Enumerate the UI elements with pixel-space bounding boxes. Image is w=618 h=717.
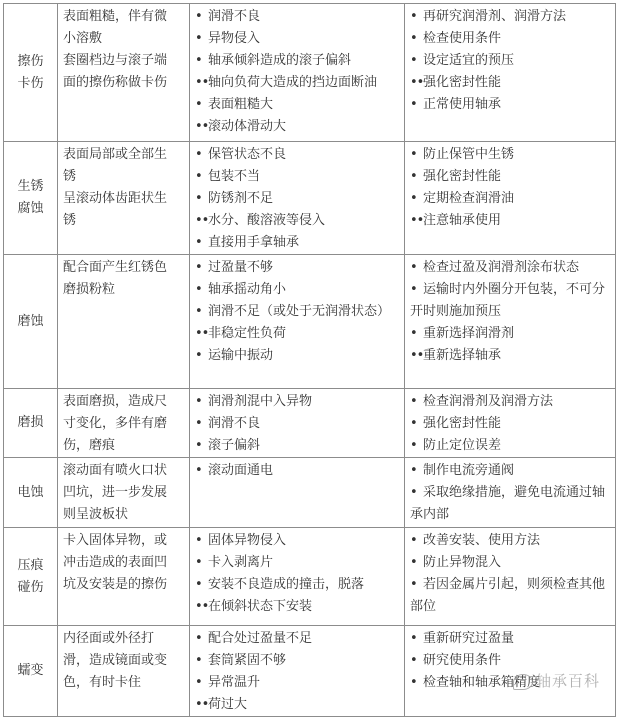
bullet-icon: •• (195, 213, 209, 228)
failure-analysis-table (3, 3, 616, 717)
bullet-icon: • (410, 394, 418, 409)
feature-line: 小溶敷 (63, 31, 103, 46)
item-text: 轴承摇动角小 (208, 282, 287, 297)
failure-type-label: 碰伤 (17, 579, 44, 595)
item-text: 直接用手拿轴承 (208, 235, 300, 250)
feature-cell (58, 4, 190, 142)
bullet-icon: • (195, 394, 203, 409)
measure-item (410, 94, 611, 116)
cause-item (195, 391, 400, 413)
bullet-icon: • (410, 326, 418, 341)
bullet-icon: • (195, 97, 203, 112)
item-text: 润滑不良 (208, 9, 261, 24)
item-text: 正常使用轴承 (423, 97, 502, 112)
feature-cell (58, 458, 190, 528)
bullet-icon: • (195, 675, 203, 690)
cause-item (195, 94, 400, 116)
bullet-icon: • (195, 416, 203, 431)
watermark (513, 670, 600, 691)
measure-cell (405, 142, 616, 255)
cause-item (195, 596, 400, 618)
measure-item (410, 210, 611, 232)
table-row (4, 4, 616, 142)
cause-item (195, 166, 400, 188)
item-text: 改善安装、使用方法 (423, 533, 541, 548)
item-text: 重新选择润滑剂 (423, 326, 515, 341)
feature-line: 卡入固体异物，或 (63, 533, 168, 548)
bullet-icon: • (410, 653, 418, 668)
item-text: 异常温升 (208, 675, 261, 690)
item-text: 套筒紧固不够 (208, 653, 287, 668)
item-text: 安装不良造成的撞击，脱落 (208, 577, 365, 592)
bullet-icon: • (195, 235, 203, 250)
measure-item (410, 257, 611, 279)
measure-item (410, 413, 611, 435)
feature-line: 锈 (63, 169, 77, 184)
item-text: 润滑剂混中入异物 (208, 394, 313, 409)
feature-line: 表面粗糙，伴有微 (63, 9, 168, 24)
feature-line: 锈 (63, 213, 77, 228)
item-text: 注意轴承使用 (423, 213, 502, 228)
bullet-icon: • (195, 533, 203, 548)
bullet-icon: • (195, 191, 203, 206)
feature-line: 滑，造成镜面或变 (63, 653, 168, 668)
bullet-icon: •• (410, 75, 424, 90)
item-text: 若因金属片引起，则须检查其他部位 (410, 577, 606, 614)
feature-line: 配合面产生红锈色 (63, 260, 168, 275)
item-text: 润滑不足（或处于无润滑状态） (208, 304, 391, 319)
table-row (4, 389, 616, 458)
bullet-icon: • (410, 577, 418, 592)
item-text: 配合处过盈量不足 (208, 631, 313, 646)
cause-item (195, 188, 400, 210)
failure-type-label: 腐蚀 (17, 201, 44, 216)
failure-type-label: 卡伤 (17, 75, 44, 91)
bullet-icon: • (195, 31, 203, 46)
item-text: 检查使用条件 (423, 31, 502, 46)
bullet-icon: • (410, 53, 418, 68)
feature-cell (58, 528, 190, 626)
feature-line: 寸变化，多伴有磨 (63, 416, 168, 431)
cause-cell (190, 458, 405, 528)
item-text: 防止定位误差 (423, 438, 502, 453)
watermark-text: 轴承百科 (535, 672, 600, 690)
measure-cell (405, 255, 616, 389)
bullet-icon: • (410, 555, 418, 570)
cause-item (195, 72, 400, 94)
measure-item (410, 650, 611, 672)
cause-cell (190, 528, 405, 626)
cause-item (195, 257, 400, 279)
bullet-icon: • (410, 169, 418, 184)
table-row (4, 528, 616, 626)
measure-cell (405, 389, 616, 458)
feature-line: 色，有时卡住 (63, 675, 142, 690)
item-text: 防止异物混入 (423, 555, 502, 570)
item-text: 再研究润滑剂、润滑方法 (423, 9, 567, 24)
measure-cell (405, 458, 616, 528)
bullet-icon: •• (410, 348, 424, 363)
cause-item (195, 301, 400, 323)
feature-line: 冲击造成的表面凹 (63, 555, 168, 570)
bullet-icon: • (195, 631, 203, 646)
bullet-icon: • (195, 577, 203, 592)
item-text: 轴承倾斜造成的滚子偏斜 (208, 53, 352, 68)
item-text: 检查润滑剂及润滑方法 (423, 394, 554, 409)
item-text: 检查轴和轴承箱精度 (423, 675, 541, 690)
failure-type-cell (4, 458, 58, 528)
table-row (4, 142, 616, 255)
cause-cell (190, 142, 405, 255)
measure-item (410, 460, 611, 482)
cause-item (195, 210, 400, 232)
bullet-icon: • (195, 53, 203, 68)
item-text: 滚动面通电 (208, 463, 274, 478)
cause-item (195, 232, 400, 254)
bullet-icon: • (410, 260, 418, 275)
bullet-icon: • (410, 463, 418, 478)
item-text: 重新选择轴承 (423, 348, 502, 363)
measure-item (410, 530, 611, 552)
wechat-icon (513, 674, 533, 690)
bullet-icon: • (410, 438, 418, 453)
cause-item (195, 628, 400, 650)
item-text: 固体异物侵入 (208, 533, 287, 548)
failure-type-cell (4, 142, 58, 255)
cause-item (195, 279, 400, 301)
item-text: 研究使用条件 (423, 653, 502, 668)
cause-item (195, 28, 400, 50)
failure-type-label: 磨损 (17, 415, 44, 430)
bullet-icon: • (195, 438, 203, 453)
measure-item (410, 574, 611, 618)
bullet-icon: • (195, 348, 203, 363)
measure-item (410, 552, 611, 574)
failure-type-cell (4, 255, 58, 389)
bullet-icon: •• (195, 75, 209, 90)
failure-type-cell (4, 528, 58, 626)
bullet-icon: • (195, 463, 203, 478)
item-text: 强化密封性能 (423, 75, 502, 90)
measure-item (410, 50, 611, 72)
item-text: 运输中振动 (208, 348, 274, 363)
cause-cell (190, 4, 405, 142)
bullet-icon: • (410, 9, 418, 24)
item-text: 采取绝缘措施，避免电流通过轴承内部 (410, 485, 606, 522)
cause-item (195, 552, 400, 574)
bullet-icon: • (410, 631, 418, 646)
bullet-icon: •• (410, 213, 424, 228)
cause-item (195, 345, 400, 367)
feature-line: 则呈波板状 (63, 507, 129, 522)
item-text: 滚子偏斜 (208, 438, 261, 453)
feature-line: 表面局部或全部生 (63, 147, 168, 162)
feature-cell (58, 389, 190, 458)
bullet-icon: • (195, 282, 203, 297)
cause-item (195, 650, 400, 672)
item-text: 防止保管中生锈 (423, 147, 515, 162)
bullet-icon: • (410, 485, 418, 500)
measure-item (410, 6, 611, 28)
item-text: 定期检查润滑油 (423, 191, 515, 206)
item-text: 设定适宜的预压 (423, 53, 515, 68)
feature-line: 面的擦伤称做卡伤 (63, 75, 168, 90)
failure-type-label: 蠕变 (17, 663, 44, 678)
item-text: 润滑不良 (208, 416, 261, 431)
measure-item (410, 72, 611, 94)
failure-type-cell (4, 4, 58, 142)
bullet-icon: •• (195, 326, 209, 341)
bullet-icon: • (410, 533, 418, 548)
cause-item (195, 530, 400, 552)
item-text: 滚动体滑动大 (208, 119, 287, 134)
bullet-icon: • (195, 169, 203, 184)
cause-item (195, 694, 400, 716)
feature-line: 滚动面有喷火口状 (63, 463, 168, 478)
feature-line: 表面磨损，造成尺 (63, 394, 168, 409)
bullet-icon: • (195, 304, 203, 319)
item-text: 荷过大 (208, 697, 248, 712)
bullet-icon: • (195, 555, 203, 570)
item-text: 轴向负荷大造成的挡边面断油 (208, 75, 378, 90)
cause-item (195, 6, 400, 28)
item-text: 检查过盈及润滑剂涂布状态 (423, 260, 580, 275)
cause-cell (190, 255, 405, 389)
item-text: 在倾斜状态下安装 (208, 599, 313, 614)
feature-line: 坑及安装是的擦伤 (63, 577, 168, 592)
bullet-icon: • (410, 31, 418, 46)
bullet-icon: • (410, 416, 418, 431)
cause-cell (190, 389, 405, 458)
cause-item (195, 144, 400, 166)
bullet-icon: • (195, 147, 203, 162)
item-text: 重新研究过盈量 (423, 631, 515, 646)
measure-item (410, 166, 611, 188)
item-text: 强化密封性能 (423, 416, 502, 431)
measure-item (410, 28, 611, 50)
item-text: 非稳定性负荷 (208, 326, 287, 341)
failure-type-label: 压痕 (17, 557, 44, 573)
item-text: 防锈剂不足 (208, 191, 274, 206)
feature-line: 伤，磨痕 (63, 438, 116, 453)
feature-line: 呈滚动体齿距状生 (63, 191, 168, 206)
feature-line: 套圈档边与滚子端 (63, 53, 168, 68)
cause-item (195, 672, 400, 694)
measure-item (410, 188, 611, 210)
feature-line: 内径面或外径打 (63, 631, 155, 646)
bullet-icon: • (410, 191, 418, 206)
failure-type-cell (4, 389, 58, 458)
item-text: 水分、酸溶液等侵入 (208, 213, 326, 228)
item-text: 包装不当 (208, 169, 261, 184)
failure-type-label: 擦伤 (17, 53, 44, 69)
item-text: 制作电流旁通阀 (423, 463, 515, 478)
feature-line: 凹坑，进一步发展 (63, 485, 168, 500)
bullet-icon: • (195, 653, 203, 668)
item-text: 运输时内外圈分开包装，不可分开时则施加预压 (410, 282, 606, 319)
measure-item (410, 435, 611, 457)
table-row (4, 458, 616, 528)
bullet-icon: • (410, 282, 418, 297)
bullet-icon: •• (195, 697, 209, 712)
failure-type-label: 磨蚀 (17, 313, 44, 329)
cause-item (195, 116, 400, 138)
item-text: 过盈量不够 (208, 260, 274, 275)
bullet-icon: •• (195, 119, 209, 134)
cause-item (195, 323, 400, 345)
measure-item (410, 144, 611, 166)
item-text: 强化密封性能 (423, 169, 502, 184)
cause-item (195, 574, 400, 596)
item-text: 保管状态不良 (208, 147, 287, 162)
cause-item (195, 413, 400, 435)
measure-cell (405, 528, 616, 626)
measure-cell (405, 4, 616, 142)
measure-item (410, 323, 611, 345)
feature-line: 磨损粉粒 (63, 282, 116, 297)
measure-item (410, 628, 611, 650)
cause-item (195, 460, 400, 482)
bullet-icon: • (410, 97, 418, 112)
bullet-icon: • (195, 9, 203, 24)
cause-item (195, 50, 400, 72)
feature-cell (58, 142, 190, 255)
item-text: 异物侵入 (208, 31, 261, 46)
table-row (4, 255, 616, 389)
cause-item (195, 435, 400, 457)
bullet-icon: • (410, 147, 418, 162)
bullet-icon: • (195, 260, 203, 275)
item-text: 卡入剥离片 (208, 555, 274, 570)
failure-type-label: 电蚀 (17, 484, 44, 500)
measure-item (410, 391, 611, 413)
item-text: 表面粗糙大 (208, 97, 274, 112)
bullet-icon: • (410, 675, 418, 690)
measure-item (410, 345, 611, 367)
measure-item (410, 279, 611, 323)
failure-type-label: 生锈 (17, 179, 44, 194)
measure-item (410, 482, 611, 526)
bullet-icon: •• (195, 599, 209, 614)
feature-cell (58, 255, 190, 389)
